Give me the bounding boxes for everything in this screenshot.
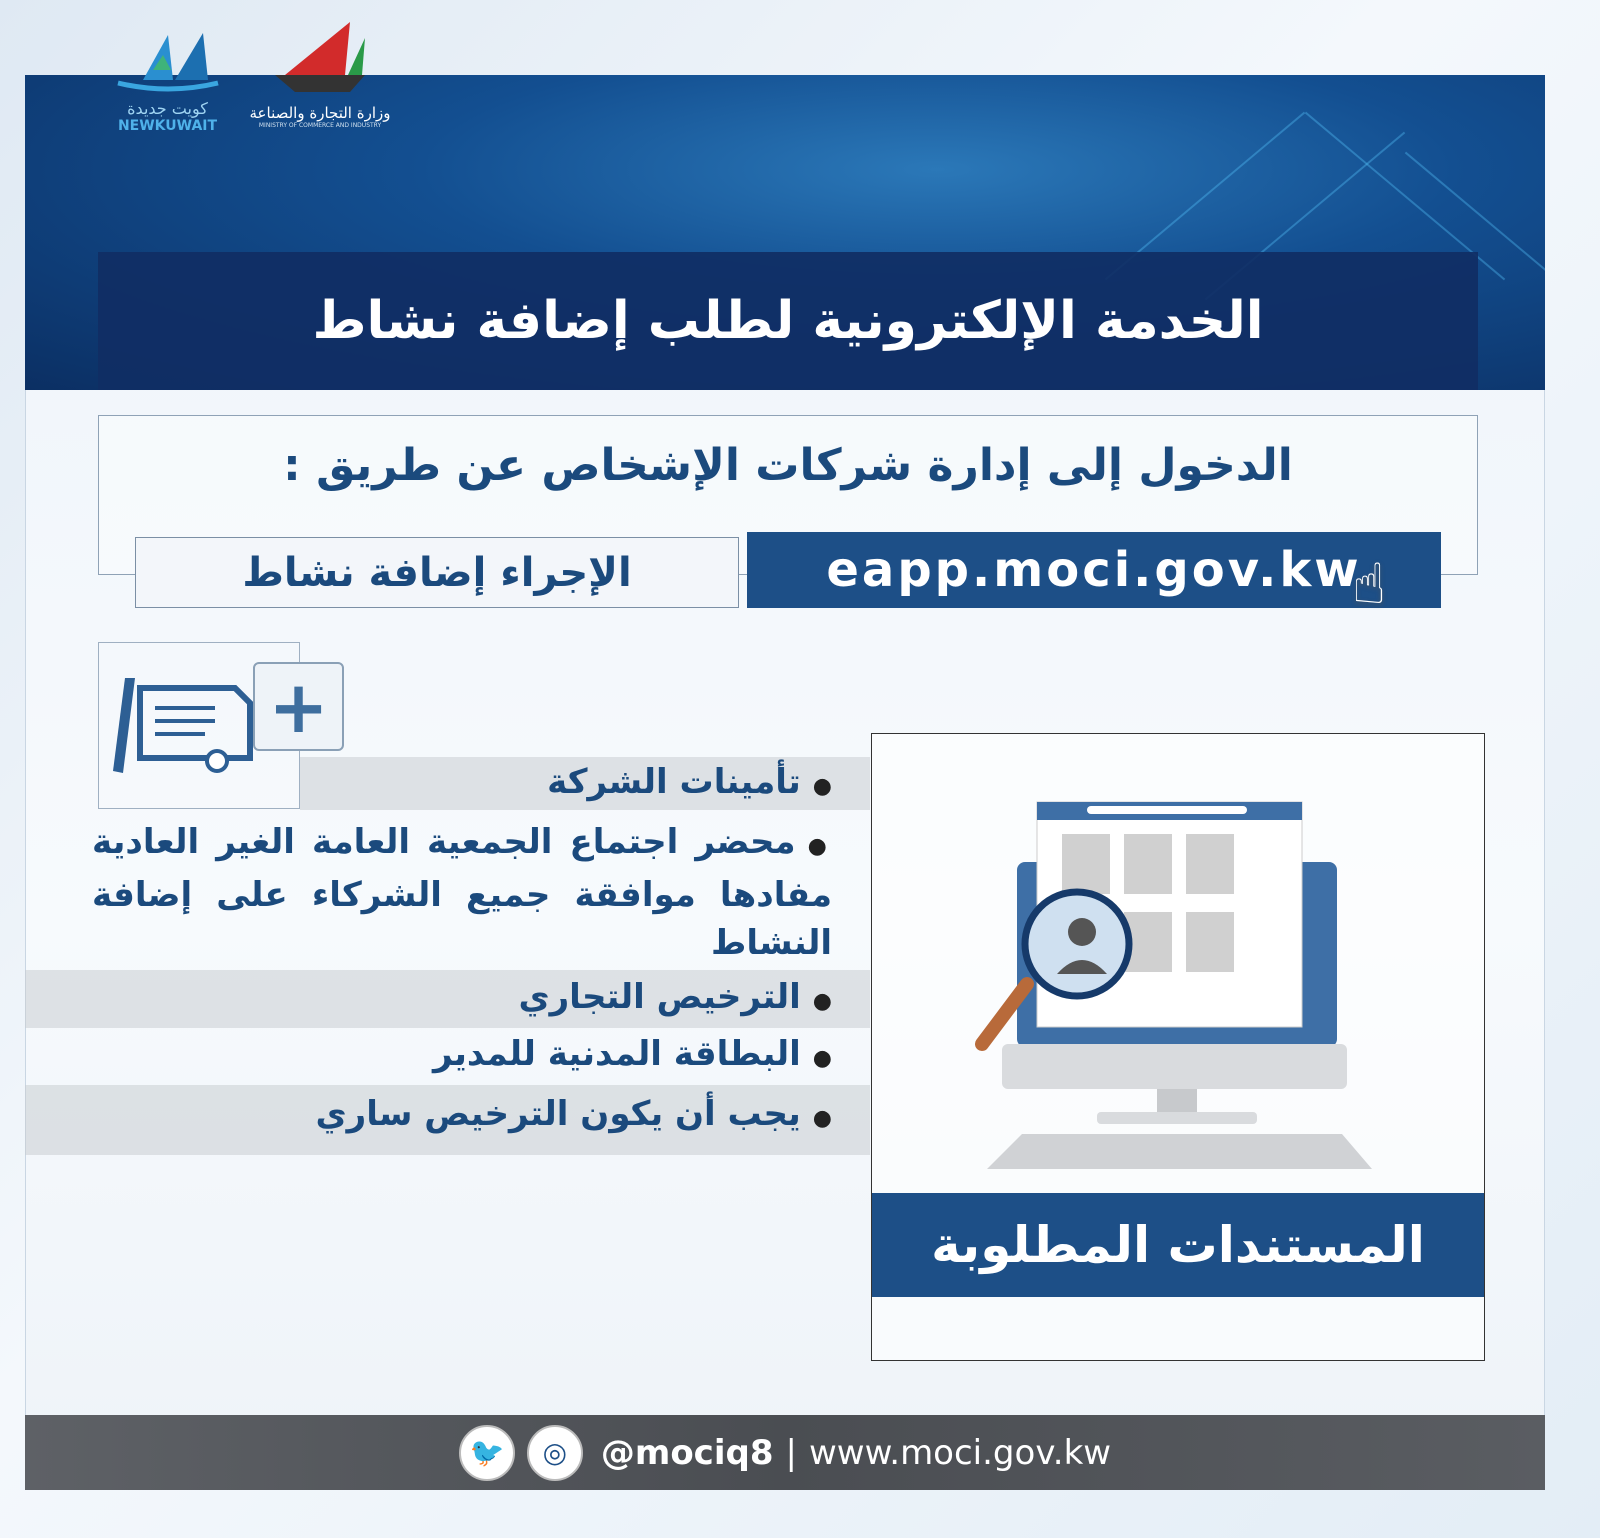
bullet-icon: ● <box>807 834 833 859</box>
bullet-icon: ● <box>812 774 832 799</box>
procedure-label: الإجراء إضافة نشاط <box>135 537 739 608</box>
add-plus-icon: + <box>253 662 344 751</box>
required-documents-heading: المستندات المطلوبة <box>872 1193 1484 1297</box>
twitter-icon[interactable]: 🐦 <box>459 1425 515 1481</box>
dhow-icon <box>270 20 370 100</box>
list-item <box>112 1030 832 1083</box>
ministry-text-arabic: وزارة التجارة والصناعة <box>249 104 391 122</box>
list-item-text: تأمينات الشركة <box>547 762 801 802</box>
pointer-hand-icon: ☝ <box>1352 552 1387 617</box>
new-kuwait-logo <box>110 25 225 145</box>
list-item-text: محضر اجتماع الجمعية العامة الغير العادية مفادها موافقة جميع الشركاء على إضافة النشاط <box>92 822 832 963</box>
eapp-url-link[interactable]: eapp.moci.gov.kw <box>747 532 1441 608</box>
list-item <box>112 1090 832 1143</box>
list-item-text: يجب أن يكون الترخيص ساري <box>315 1094 801 1134</box>
bullet-icon: ● <box>812 989 832 1014</box>
footer-separator: | <box>785 1432 797 1473</box>
list-item <box>112 758 832 811</box>
list-item-text: الترخيص التجاري <box>518 977 801 1017</box>
ministry-logo <box>240 20 400 145</box>
footer-bar <box>25 1415 1545 1490</box>
page-title: الخدمة الإلكترونية لطلب إضافة نشاط <box>312 291 1264 351</box>
social-handle[interactable]: @mociq8 <box>600 1432 774 1473</box>
bullet-icon: ● <box>812 1046 832 1071</box>
title-band <box>98 252 1478 390</box>
list-item-text: البطاقة المدنية للمدير <box>432 1034 801 1074</box>
logo-text-english: NEWKUWAIT <box>117 118 218 134</box>
sailboat-icon <box>113 25 223 95</box>
ministry-text-english: MINISTRY OF COMMERCE AND INDUSTRY <box>258 122 382 129</box>
computer-search-icon <box>872 734 1484 1194</box>
list-item <box>92 818 832 967</box>
access-text: الدخول إلى إدارة شركات الإشخاص عن طريق : <box>283 440 1293 491</box>
logo-text-arabic: كويت جديدة <box>127 99 208 118</box>
website-link[interactable]: www.moci.gov.kw <box>808 1432 1112 1473</box>
list-item <box>112 973 832 1026</box>
bullet-icon: ● <box>812 1106 832 1131</box>
instagram-icon[interactable]: ◎ <box>527 1425 583 1481</box>
